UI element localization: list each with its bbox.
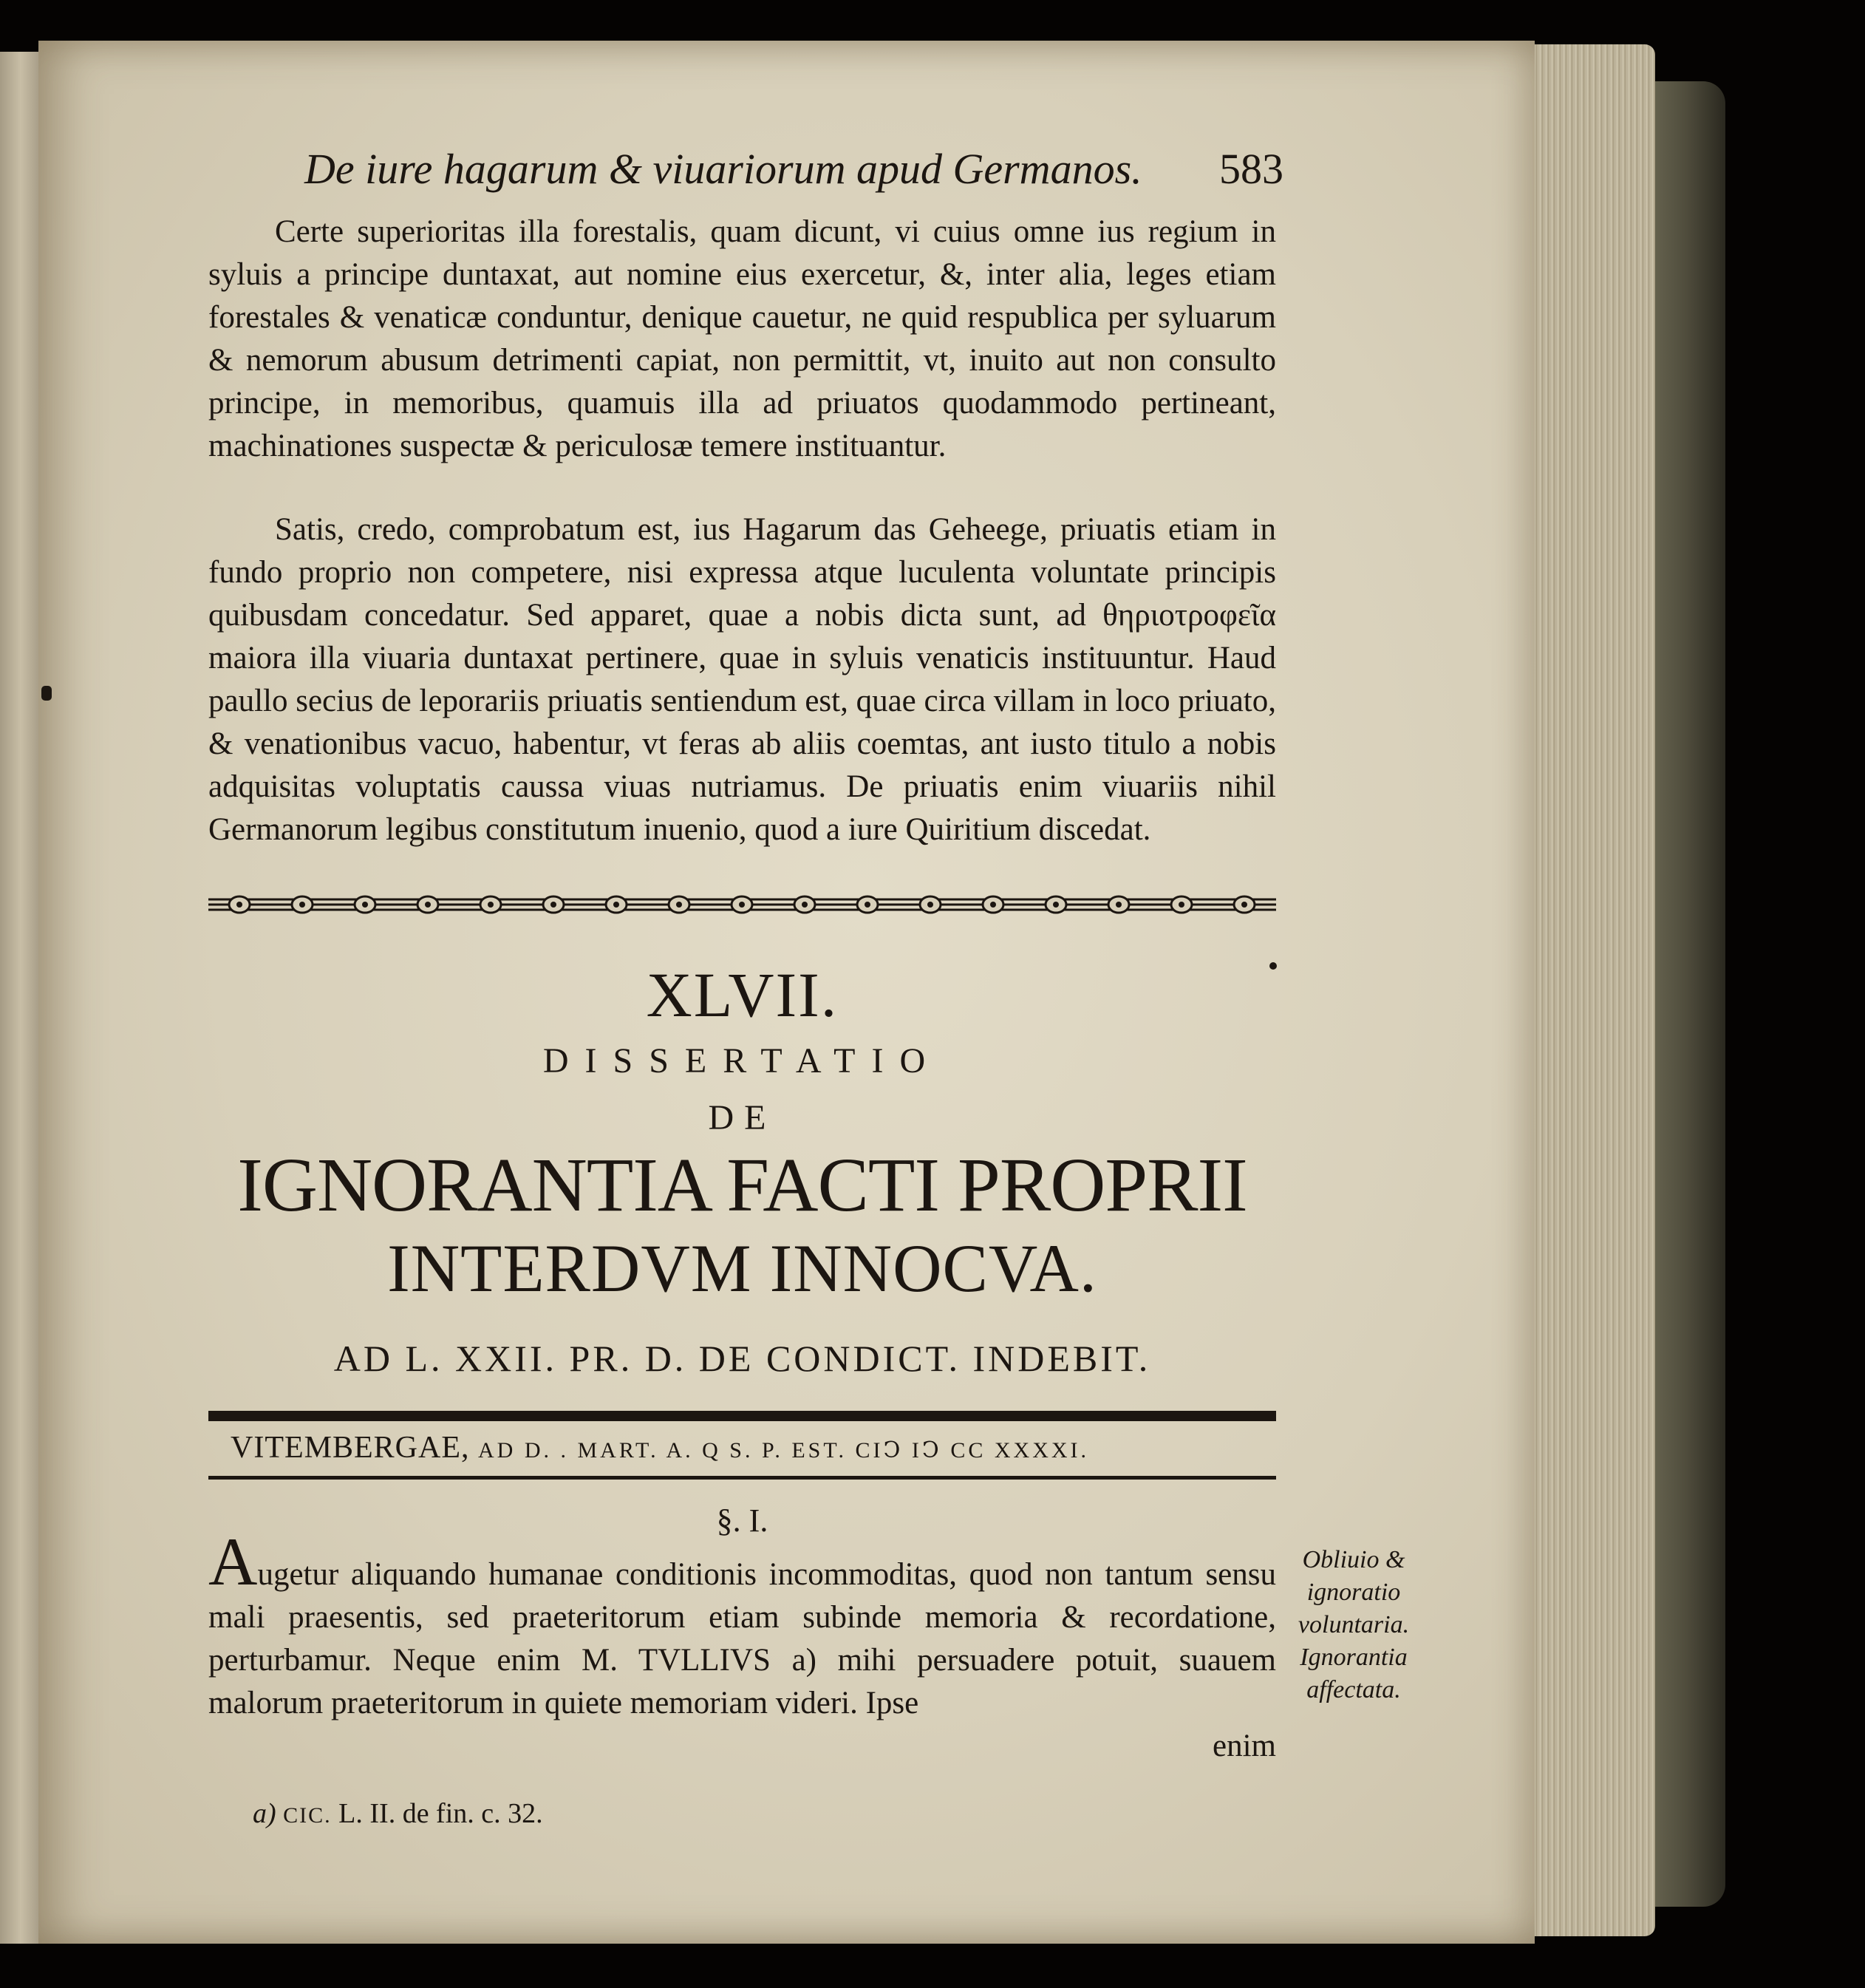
thin-rule	[208, 1476, 1276, 1480]
footnote-text: L. II. de fin. c. 32.	[338, 1798, 543, 1829]
section-paragraph	[208, 1524, 1276, 1725]
text-column	[208, 144, 1410, 1830]
marginal-note-line: ignoratio	[1306, 1579, 1401, 1606]
page-block-edges	[1515, 44, 1655, 1936]
paragraph-2: Satis, credo, comprobatum est, ius Hagarum das Geheege, priuatis etiam in fundo proprio non competere, nisi expressa atque luculenta voluntate principis quibusdam concedatur. Sed apparet, quae a nobis dicta sunt, ad θηριοτροφεῖα maiora illa viuaria duntaxat pertinere, quae in syluis venaticis instituuntur. Haud paullo secius de leporariis priuatis sentiendum est, quae circa villam in loco priuato, & venationibus vacuo, habentur, vt feras ab aliis coemtas, ant iusto titulo a nobis adquisitas voluptatis caussa viuas nutriamus. De priuatis enim viuariis nihil Germanorum legibus constitutum inuenio, quod a iure Quiritium discedat.	[208, 512, 1276, 847]
footnote-ref: CIC.	[283, 1803, 332, 1828]
marginal-note-line: voluntaria.	[1298, 1611, 1410, 1638]
section-mark: §. I.	[716, 1502, 768, 1539]
running-head-title: De iure hagarum & viuariorum apud Germanos.	[304, 145, 1142, 193]
dissertation-number: XLVII.	[646, 959, 839, 1030]
imprint-city: VITEMBERGAE,	[231, 1431, 470, 1465]
section-paragraph-box	[208, 1524, 1410, 1725]
marginal-note-line: Obliuio &	[1302, 1546, 1405, 1573]
ink-spot	[1269, 962, 1277, 970]
marginal-note-line: affectata.	[1306, 1676, 1401, 1703]
thick-rule	[208, 1411, 1276, 1421]
left-page-sliver	[0, 52, 44, 1944]
catchword: enim	[1213, 1729, 1276, 1763]
de-label: DE	[708, 1098, 777, 1137]
ink-spot	[41, 686, 52, 701]
title-line-1: IGNORANTIA FACTI PROPRII	[237, 1143, 1247, 1228]
footnote-mark: a)	[253, 1798, 276, 1829]
footnote	[208, 1797, 1276, 1830]
legal-reference: AD L. XXII. PR. D. DE CONDICT. INDEBIT.	[333, 1338, 1151, 1379]
marginal-note	[1283, 1544, 1424, 1706]
dissertatio-label: DISSERTATIO	[542, 1041, 942, 1080]
ornament-divider-icon	[208, 892, 1276, 917]
paragraph-1: Certe superioritas illa forestalis, quam dicunt, vi cuius omne ius regium in syluis a principe duntaxat, aut nomine eius exercetur, &, inter alia, leges etiam forestales & venaticæ conduntur, denique cauetur, ne quid respublica per syluarum & nemorum abusum detrimenti capiat, non permittit, vt, inuito aut non consulto principe, in memoribus, quamuis illa ad priuatos quodammodo pertineant, machinationes suspectæ & periculosæ temere instituantur.	[208, 214, 1276, 463]
marginal-note-line: Ignorantia	[1300, 1644, 1408, 1671]
imprint-line	[208, 1430, 1276, 1466]
ornament-divider	[208, 892, 1276, 917]
book-page	[38, 41, 1535, 1944]
title-line-2: INTERDVM INNOCVA.	[387, 1230, 1097, 1306]
page-number: 583	[1219, 145, 1283, 193]
imprint-date: AD D. . MART. A. Q S. P. EST. CIↃ IↃ CC XXXXI.	[477, 1438, 1090, 1463]
drop-cap: A	[208, 1524, 258, 1599]
running-head	[208, 144, 1283, 211]
section-text: ugetur aliquando humanae conditionis incommoditas, quod non tantum sensu mali praesentis, sed praeteritorum etiam subinde memoria & recordatione, perturbamur. Neque enim M. TVLLIVS a) mihi persuadere potuit, suauem malorum praeteritorum in quiete memoriam videri. Ipse	[208, 1557, 1276, 1720]
